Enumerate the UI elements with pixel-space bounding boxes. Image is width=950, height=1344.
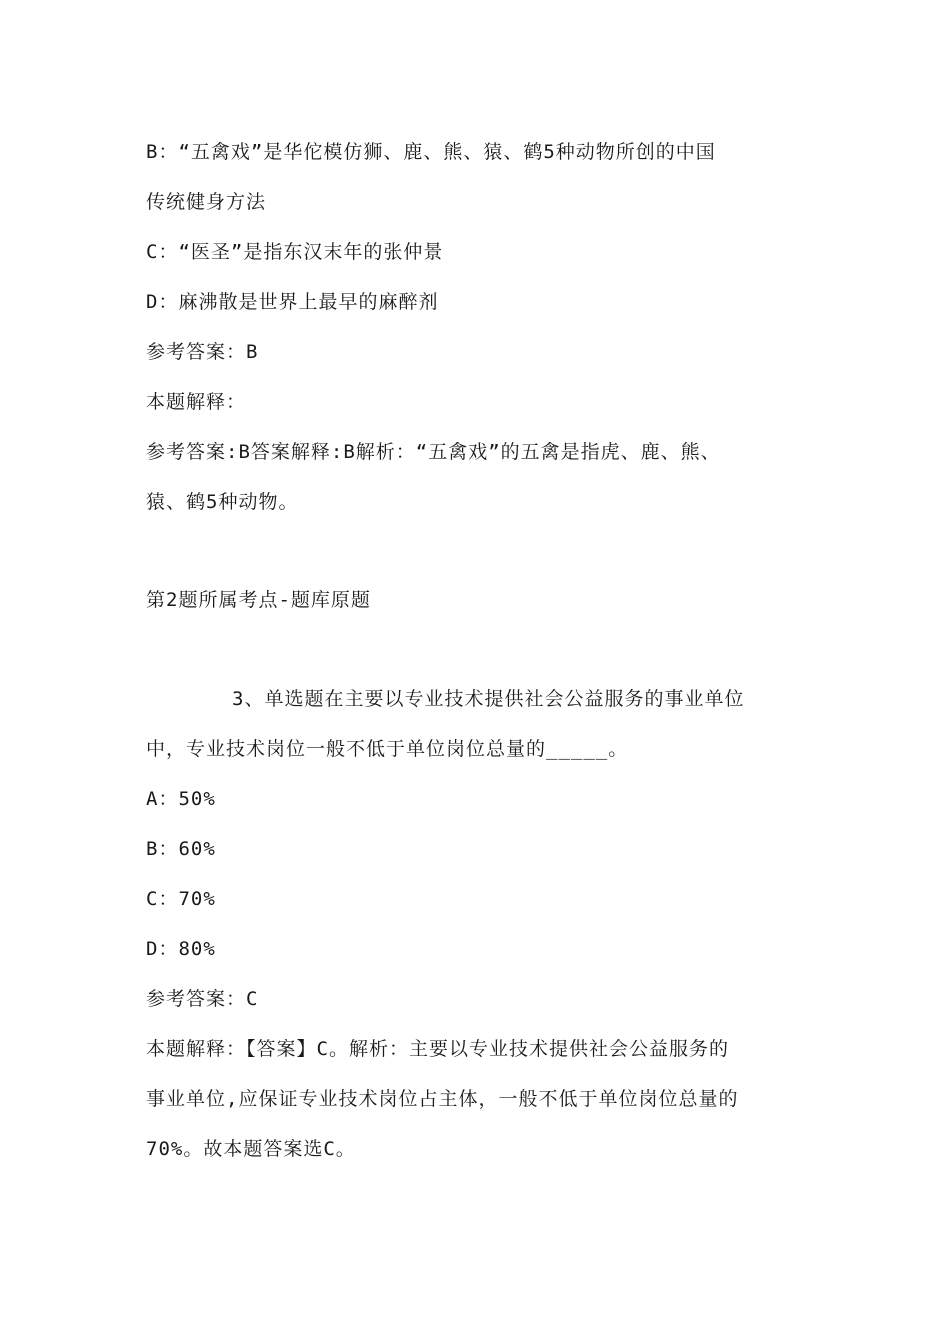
q2-explain-line1: 参考答案:B答案解释:B解析：“五禽戏”的五禽是指虎、鹿、熊、 xyxy=(146,441,721,463)
q3-option-b: B：60% xyxy=(146,838,216,860)
q3-explain-line3: 70%。故本题答案选C。 xyxy=(146,1138,356,1160)
q3-stem-line2: 中，专业技术岗位一般不低于单位岗位总量的_____。 xyxy=(146,738,629,760)
q2-option-d: D：麻沸散是世界上最早的麻醉剂 xyxy=(146,291,439,313)
q3-explain-line1: 本题解释：【答案】C。解析：主要以专业技术提供社会公益服务的 xyxy=(146,1038,729,1060)
q3-explain-line2: 事业单位,应保证专业技术岗位占主体，一般不低于单位岗位总量的 xyxy=(146,1088,739,1110)
q3-option-a: A：50% xyxy=(146,788,216,810)
q3-answer: 参考答案：C xyxy=(146,988,259,1010)
q2-option-b-line1: B：“五禽戏”是华佗模仿狮、鹿、熊、猿、鹤5种动物所创的中国 xyxy=(146,141,716,163)
q2-explain-line2: 猿、鹤5种动物。 xyxy=(146,491,299,513)
q2-answer: 参考答案：B xyxy=(146,341,259,363)
q2-option-c: C：“医圣”是指东汉末年的张仲景 xyxy=(146,241,444,263)
q3-option-c: C：70% xyxy=(146,888,216,910)
q2-option-b-line2: 传统健身方法 xyxy=(146,191,267,213)
q2-topic: 第2题所属考点-题库原题 xyxy=(146,589,371,611)
q2-explain-label: 本题解释： xyxy=(146,391,247,413)
q3-option-d: D：80% xyxy=(146,938,216,960)
q3-stem-line1: 3、单选题在主要以专业技术提供社会公益服务的事业单位 xyxy=(232,688,745,710)
